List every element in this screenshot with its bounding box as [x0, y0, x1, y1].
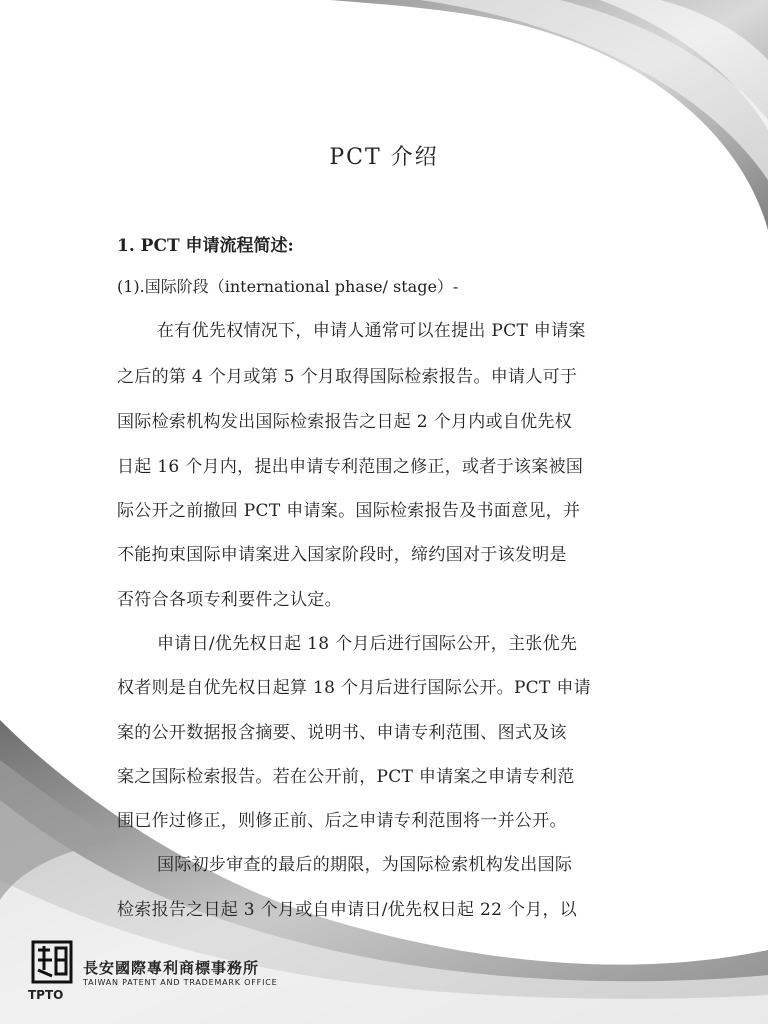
paragraph-line: 日起 16 个月内，提出申请专利范围之修正，或者于该案被国: [117, 457, 584, 477]
section-heading: 1. PCT 申请流程简述:: [117, 236, 294, 256]
paragraph-line: 检索报告之日起 3 个月或自申请日/优先权日起 22 个月，以: [117, 900, 578, 920]
paragraph-line: 在有优先权情况下，申请人通常可以在提出 PCT 申请案: [157, 321, 586, 341]
paragraph-line: 案之国际检索报告。若在公开前，PCT 申请案之申请专利范: [117, 767, 575, 787]
paragraph-line: 国际检索机构发出国际检索报告之日起 2 个月内或自优先权: [117, 412, 573, 432]
company-name-en: TAIWAN PATENT AND TRADEMARK OFFICE: [83, 978, 278, 987]
paragraph-line: 案的公开数据报含摘要、说明书、申请专利范围、图式及该: [117, 723, 567, 743]
paragraph-line: 申请日/优先权日起 18 个月后进行国际公开，主张优先: [157, 634, 578, 654]
paragraph-line: 否符合各项专利要件之认定。: [117, 590, 342, 610]
company-name-cn: 長安國際專利商標事務所: [83, 959, 260, 977]
paragraph-line: 不能拘束国际申请案进入国家阶段时，缔约国对于该发明是: [117, 545, 567, 565]
paragraph-line: 际公开之前撤回 PCT 申请案。国际检索报告及书面意见，并: [117, 501, 581, 521]
paragraph-line: 国际初步审查的最后的期限，为国际检索机构发出国际: [157, 855, 573, 875]
paragraph-line: 之后的第 4 个月或第 5 个月取得国际检索报告。申请人可于: [117, 367, 578, 387]
paragraph-line: 权者则是自优先权日起算 18 个月后进行国际公开。PCT 申请: [117, 678, 591, 698]
logo-abbreviation: TPTO: [28, 988, 64, 1002]
paragraph-line: 围已作过修正，则修正前、后之申请专利范围将一并公开。: [117, 811, 567, 831]
sub-heading: (1).国际阶段（international phase/ stage）-: [117, 277, 459, 296]
page-title: PCT 介绍: [329, 145, 439, 170]
